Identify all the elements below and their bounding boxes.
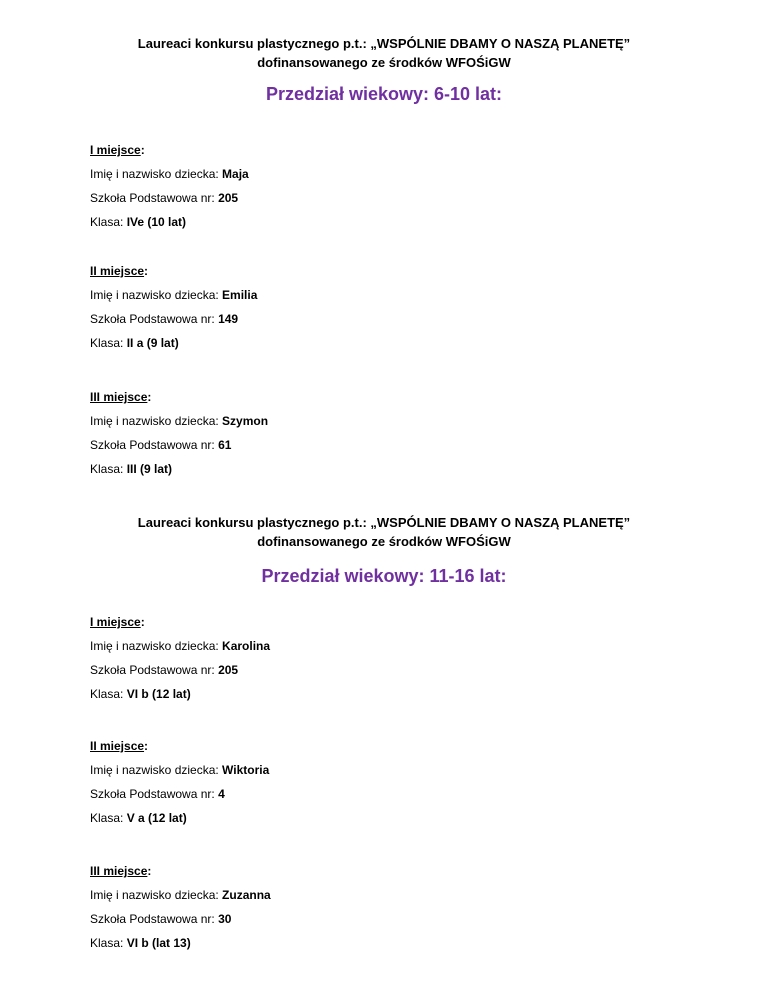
class-value: IVe (10 lat) [126,215,187,229]
child-name-line: Imię i nazwisko dziecka: Karolina [90,639,271,653]
place-title: I miejsce: [90,143,145,157]
place-block-2nd [90,739,269,835]
child-name-line: Imię i nazwisko dziecka: Emilia [90,288,258,302]
child-name: Maja [222,167,249,181]
school-line: Szkoła Podstawowa nr: 205 [90,663,239,677]
place-title: I miejsce: [90,615,145,629]
school-line: Szkoła Podstawowa nr: 30 [90,912,232,926]
place-block-1st [90,615,270,711]
section-header [0,513,768,551]
school-number: 205 [218,191,239,205]
class-line: Klasa: V a (12 lat) [90,811,187,825]
class-line: Klasa: III (9 lat) [90,462,173,476]
class-value: V a (12 lat) [126,811,187,825]
child-name: Szymon [222,414,269,428]
class-value: II a (9 lat) [126,336,179,350]
age-group-title: Przedział wiekowy: 6-10 lat: [265,84,503,104]
header-line-1: Laureaci konkursu plastycznego p.t.: „WSPÓLNIE DBAMY O NASZĄ PLANETĘ” [137,36,631,51]
school-number: 30 [218,912,232,926]
place-block-3rd [90,864,271,960]
class-value: III (9 lat) [126,462,173,476]
header-line-1: Laureaci konkursu plastycznego p.t.: „WSPÓLNIE DBAMY O NASZĄ PLANETĘ” [137,515,631,530]
school-number: 205 [218,663,239,677]
class-line: Klasa: VI b (lat 13) [90,936,191,950]
child-name: Wiktoria [222,763,270,777]
place-title: III miejsce: [90,390,152,404]
school-number: 149 [218,312,239,326]
header-line-2: dofinansowanego ze środków WFOŚiGW [257,534,511,549]
child-name: Karolina [222,639,271,653]
class-line: Klasa: IVe (10 lat) [90,215,187,229]
place-block-2nd [90,264,257,360]
section-age-11-16 [0,513,768,587]
header-line-2: dofinansowanego ze środków WFOŚiGW [257,55,511,70]
class-value: VI b (lat 13) [126,936,191,950]
class-line: Klasa: VI b (12 lat) [90,687,191,701]
child-name-line: Imię i nazwisko dziecka: Maja [90,167,249,181]
age-group-title: Przedział wiekowy: 11-16 lat: [261,566,507,586]
school-line: Szkoła Podstawowa nr: 4 [90,787,225,801]
school-line: Szkoła Podstawowa nr: 149 [90,312,239,326]
school-line: Szkoła Podstawowa nr: 61 [90,438,232,452]
child-name: Zuzanna [222,888,271,902]
section-header [0,34,768,72]
section-age-6-10 [0,34,768,105]
class-line: Klasa: II a (9 lat) [90,336,179,350]
place-title: III miejsce: [90,864,152,878]
class-value: VI b (12 lat) [126,687,191,701]
child-name-line: Imię i nazwisko dziecka: Zuzanna [90,888,271,902]
child-name: Emilia [222,288,258,302]
place-title: II miejsce: [90,264,149,278]
child-name-line: Imię i nazwisko dziecka: Szymon [90,414,269,428]
child-name-line: Imię i nazwisko dziecka: Wiktoria [90,763,270,777]
school-number: 4 [218,787,225,801]
place-block-3rd [90,390,268,486]
place-block-1st [90,143,249,239]
school-number: 61 [218,438,232,452]
place-title: II miejsce: [90,739,149,753]
school-line: Szkoła Podstawowa nr: 205 [90,191,239,205]
